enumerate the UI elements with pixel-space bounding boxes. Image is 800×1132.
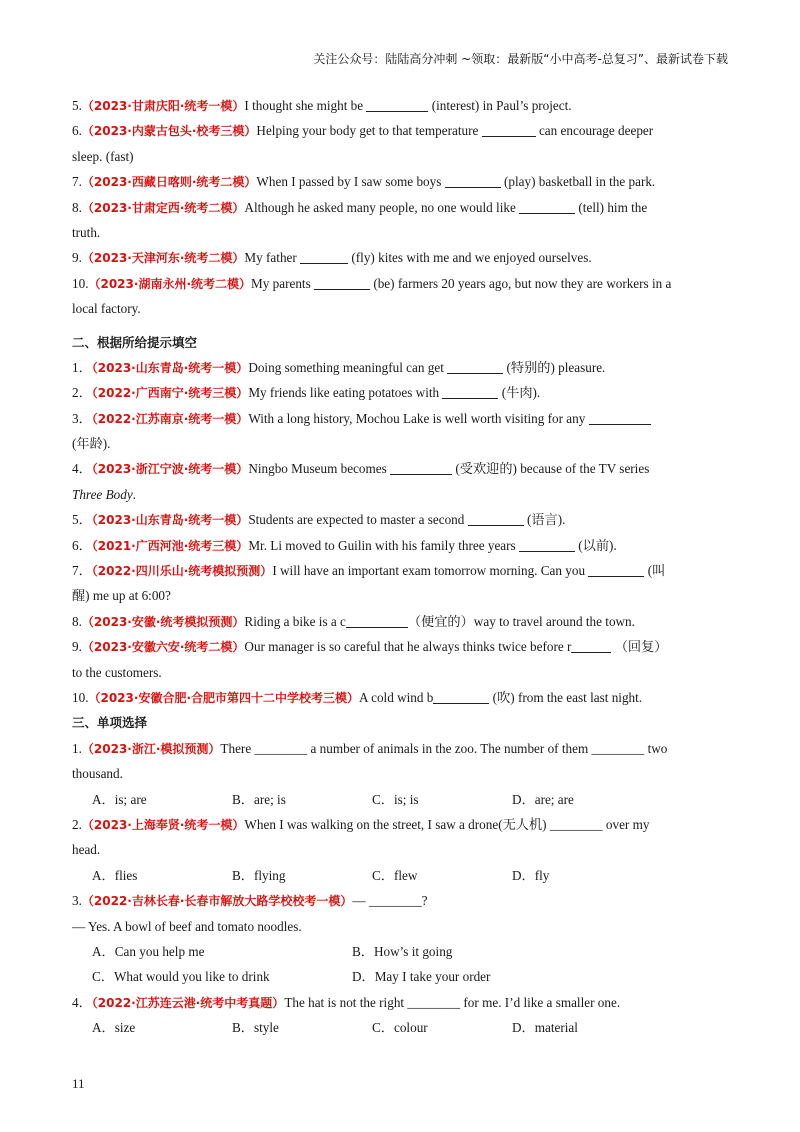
- option-c[interactable]: C．colour: [372, 1020, 428, 1036]
- question-source: （2023·安徽合肥·合肥市第四十二中学校考三模）: [88, 690, 360, 705]
- question-continuation: — Yes. A bowl of beef and tomato noodles.: [72, 918, 302, 934]
- answer-blank[interactable]: [433, 690, 489, 704]
- question-source: （2022·四川乐山·统考模拟预测）: [91, 564, 273, 579]
- answer-blank[interactable]: [519, 200, 575, 214]
- question-source: （2023·湖南永州·统考二模）: [88, 276, 252, 291]
- answer-blank[interactable]: [390, 461, 452, 475]
- page-number: 11: [72, 1076, 85, 1091]
- question-source: （2022·江苏南京·统考一模）: [91, 411, 249, 426]
- question-line: 5．（2023·山东青岛·统考一模）Students are expected to master a second (语言).: [72, 512, 566, 528]
- option-d[interactable]: D．May I take your order: [352, 969, 491, 985]
- question-line: 6．（2021·广西河池·统考三模）Mr. Li moved to Guilin with his family three years (以前).: [72, 537, 617, 553]
- question-continuation: truth.: [72, 224, 101, 240]
- tv-series-title: Three Body: [72, 486, 133, 502]
- question-line: 2．（2022·广西南宁·统考三模）My friends like eating potatoes with (牛肉).: [72, 385, 541, 401]
- option-row: [72, 787, 712, 812]
- question-continuation: Three Body.: [72, 486, 136, 502]
- option-a[interactable]: A．size: [92, 1020, 136, 1036]
- answer-blank[interactable]: [588, 563, 644, 577]
- answer-blank[interactable]: [571, 639, 611, 653]
- section-title: 三、单项选择: [72, 715, 148, 731]
- question-line: 8.（2023·甘肃定西·统考二模）Although he asked many people, no one would like (tell) him the: [72, 199, 648, 215]
- question-source: （2023·安徽六安·统考二模）: [81, 640, 245, 655]
- question-source: （2023·安徽·统考模拟预测）: [81, 614, 245, 629]
- worksheet-content: [72, 93, 712, 1040]
- page-header: 关注公众号：陆陆高分冲刺 ~领取：最新版“小中高考-总复习”、最新试卷下载: [313, 52, 728, 66]
- option-a[interactable]: A．is; are: [92, 791, 147, 807]
- question-continuation: local factory.: [72, 301, 141, 317]
- question-line: 9.（2023·天津河东·统考二模）My father (fly) kites with me and we enjoyed ourselves.: [72, 250, 592, 266]
- answer-blank[interactable]: [519, 538, 575, 552]
- question-line: 10.（2023·安徽合肥·合肥市第四十二中学校考三模）A cold wind b (吹) from the east last night.: [72, 689, 643, 705]
- option-b[interactable]: B．style: [232, 1020, 279, 1036]
- question-continuation: to the customers.: [72, 664, 162, 680]
- answer-blank[interactable]: [346, 614, 408, 628]
- part3-questions: [72, 736, 712, 1041]
- question-source: （2023·山东青岛·统考一模）: [91, 513, 249, 528]
- answer-blank[interactable]: [442, 385, 498, 399]
- question-line: 9.（2023·安徽六安·统考二模）Our manager is so careful that he always thinks twice before r （回复）: [72, 639, 668, 655]
- question-source: （2023·浙江·模拟预测）: [81, 741, 221, 756]
- question-source: （2023·西藏日喀则·统考二模）: [81, 175, 257, 190]
- question-source: （2023·浙江宁波·统考一模）: [91, 462, 249, 477]
- section-title: 二、根据所给提示填空: [72, 334, 198, 350]
- option-row: [72, 964, 712, 989]
- question-source: （2023·天津河东·统考二模）: [81, 251, 245, 266]
- option-b[interactable]: B．are; is: [232, 791, 286, 807]
- part2-questions: [72, 355, 712, 710]
- question-source: （2021·广西河池·统考三模）: [91, 538, 249, 553]
- option-b[interactable]: B．flying: [232, 867, 286, 883]
- answer-blank[interactable]: [589, 411, 651, 425]
- question-continuation: 醒) me up at 6:00?: [72, 588, 171, 604]
- answer-blank[interactable]: [300, 250, 348, 264]
- answer-blank[interactable]: [468, 512, 524, 526]
- question-line: 4．（2023·浙江宁波·统考一模）Ningbo Museum becomes (受欢迎的) because of the TV series: [72, 461, 650, 477]
- question-line: 8.（2023·安徽·统考模拟预测）Riding a bike is a c （便宜的）way to travel around the town.: [72, 613, 635, 629]
- question-continuation: (年龄).: [72, 436, 111, 452]
- question-line: 4．（2022·江苏连云港·统考中考真题）The hat is not the right ________ for me. I’d like a smaller one.: [72, 994, 621, 1010]
- answer-blank[interactable]: [447, 360, 503, 374]
- answer-blank[interactable]: [482, 123, 536, 137]
- question-line: 6.（2023·内蒙古包头·校考三模）Helping your body get to that temperature can encourage deeper: [72, 123, 654, 139]
- question-line: 2.（2023·上海奉贤·统考一模）When I was walking on the street, I saw a drone(无人机) ________ over my: [72, 816, 650, 832]
- option-c[interactable]: C．What would you like to drink: [92, 969, 270, 985]
- question-source: （2023·甘肃庆阳·统考一模）: [81, 99, 245, 113]
- question-line: 3．（2022·江苏南京·统考一模）With a long history, Mochou Lake is well worth visiting for any: [72, 406, 712, 431]
- question-line: 1.（2023·浙江·模拟预测）There ________ a number of animals in the zoo. The number of them ________ two: [72, 740, 668, 756]
- question-line: 7．（2022·四川乐山·统考模拟预测）I will have an important exam tomorrow morning. Can you (叫: [72, 563, 666, 579]
- question-source: （2022·吉林长春·长春市解放大路学校校考一模）: [81, 894, 353, 909]
- answer-blank[interactable]: [445, 174, 501, 188]
- question-line: 7.（2023·西藏日喀则·统考二模）When I passed by I saw some boys (play) basketball in the park.: [72, 174, 656, 190]
- question-continuation: sleep. (fast): [72, 148, 134, 164]
- option-d[interactable]: D．material: [512, 1020, 578, 1036]
- question-line: 1．（2023·山东青岛·统考一模）Doing something meaningful can get (特别的) pleasure.: [72, 359, 606, 375]
- option-row: [72, 1015, 712, 1040]
- option-a[interactable]: A．flies: [92, 867, 138, 883]
- question-source: （2023·山东青岛·统考一模）: [91, 360, 249, 375]
- option-c[interactable]: C．flew: [372, 867, 418, 883]
- question-source: （2023·上海奉贤·统考一模）: [81, 817, 245, 832]
- option-d[interactable]: D．are; are: [512, 791, 574, 807]
- question-line: 5.（2023·甘肃庆阳·统考一模）I thought she might be (interest) in Paul’s project.: [72, 98, 572, 113]
- answer-blank[interactable]: [314, 276, 370, 290]
- question-line: 10.（2023·湖南永州·统考二模）My parents (be) farmers 20 years ago, but now they are workers in a: [72, 275, 672, 291]
- option-row: [72, 863, 712, 888]
- question-continuation: head.: [72, 842, 101, 858]
- part1-questions: [72, 93, 712, 322]
- option-a[interactable]: A．Can you help me: [92, 943, 205, 959]
- answer-blank[interactable]: [366, 98, 428, 112]
- question-source: （2023·甘肃定西·统考二模）: [81, 200, 245, 215]
- question-continuation: thousand.: [72, 766, 123, 782]
- question-source: （2022·广西南宁·统考三模）: [91, 386, 249, 401]
- option-c[interactable]: C．is; is: [372, 791, 419, 807]
- question-source: （2022·江苏连云港·统考中考真题）: [91, 995, 285, 1010]
- option-row: [72, 939, 712, 964]
- option-d[interactable]: D．fly: [512, 867, 550, 883]
- option-b[interactable]: B．How’s it going: [352, 943, 453, 959]
- question-line: 3.（2022·吉林长春·长春市解放大路学校校考一模）— ________?: [72, 893, 428, 909]
- question-source: （2023·内蒙古包头·校考三模）: [81, 124, 257, 139]
